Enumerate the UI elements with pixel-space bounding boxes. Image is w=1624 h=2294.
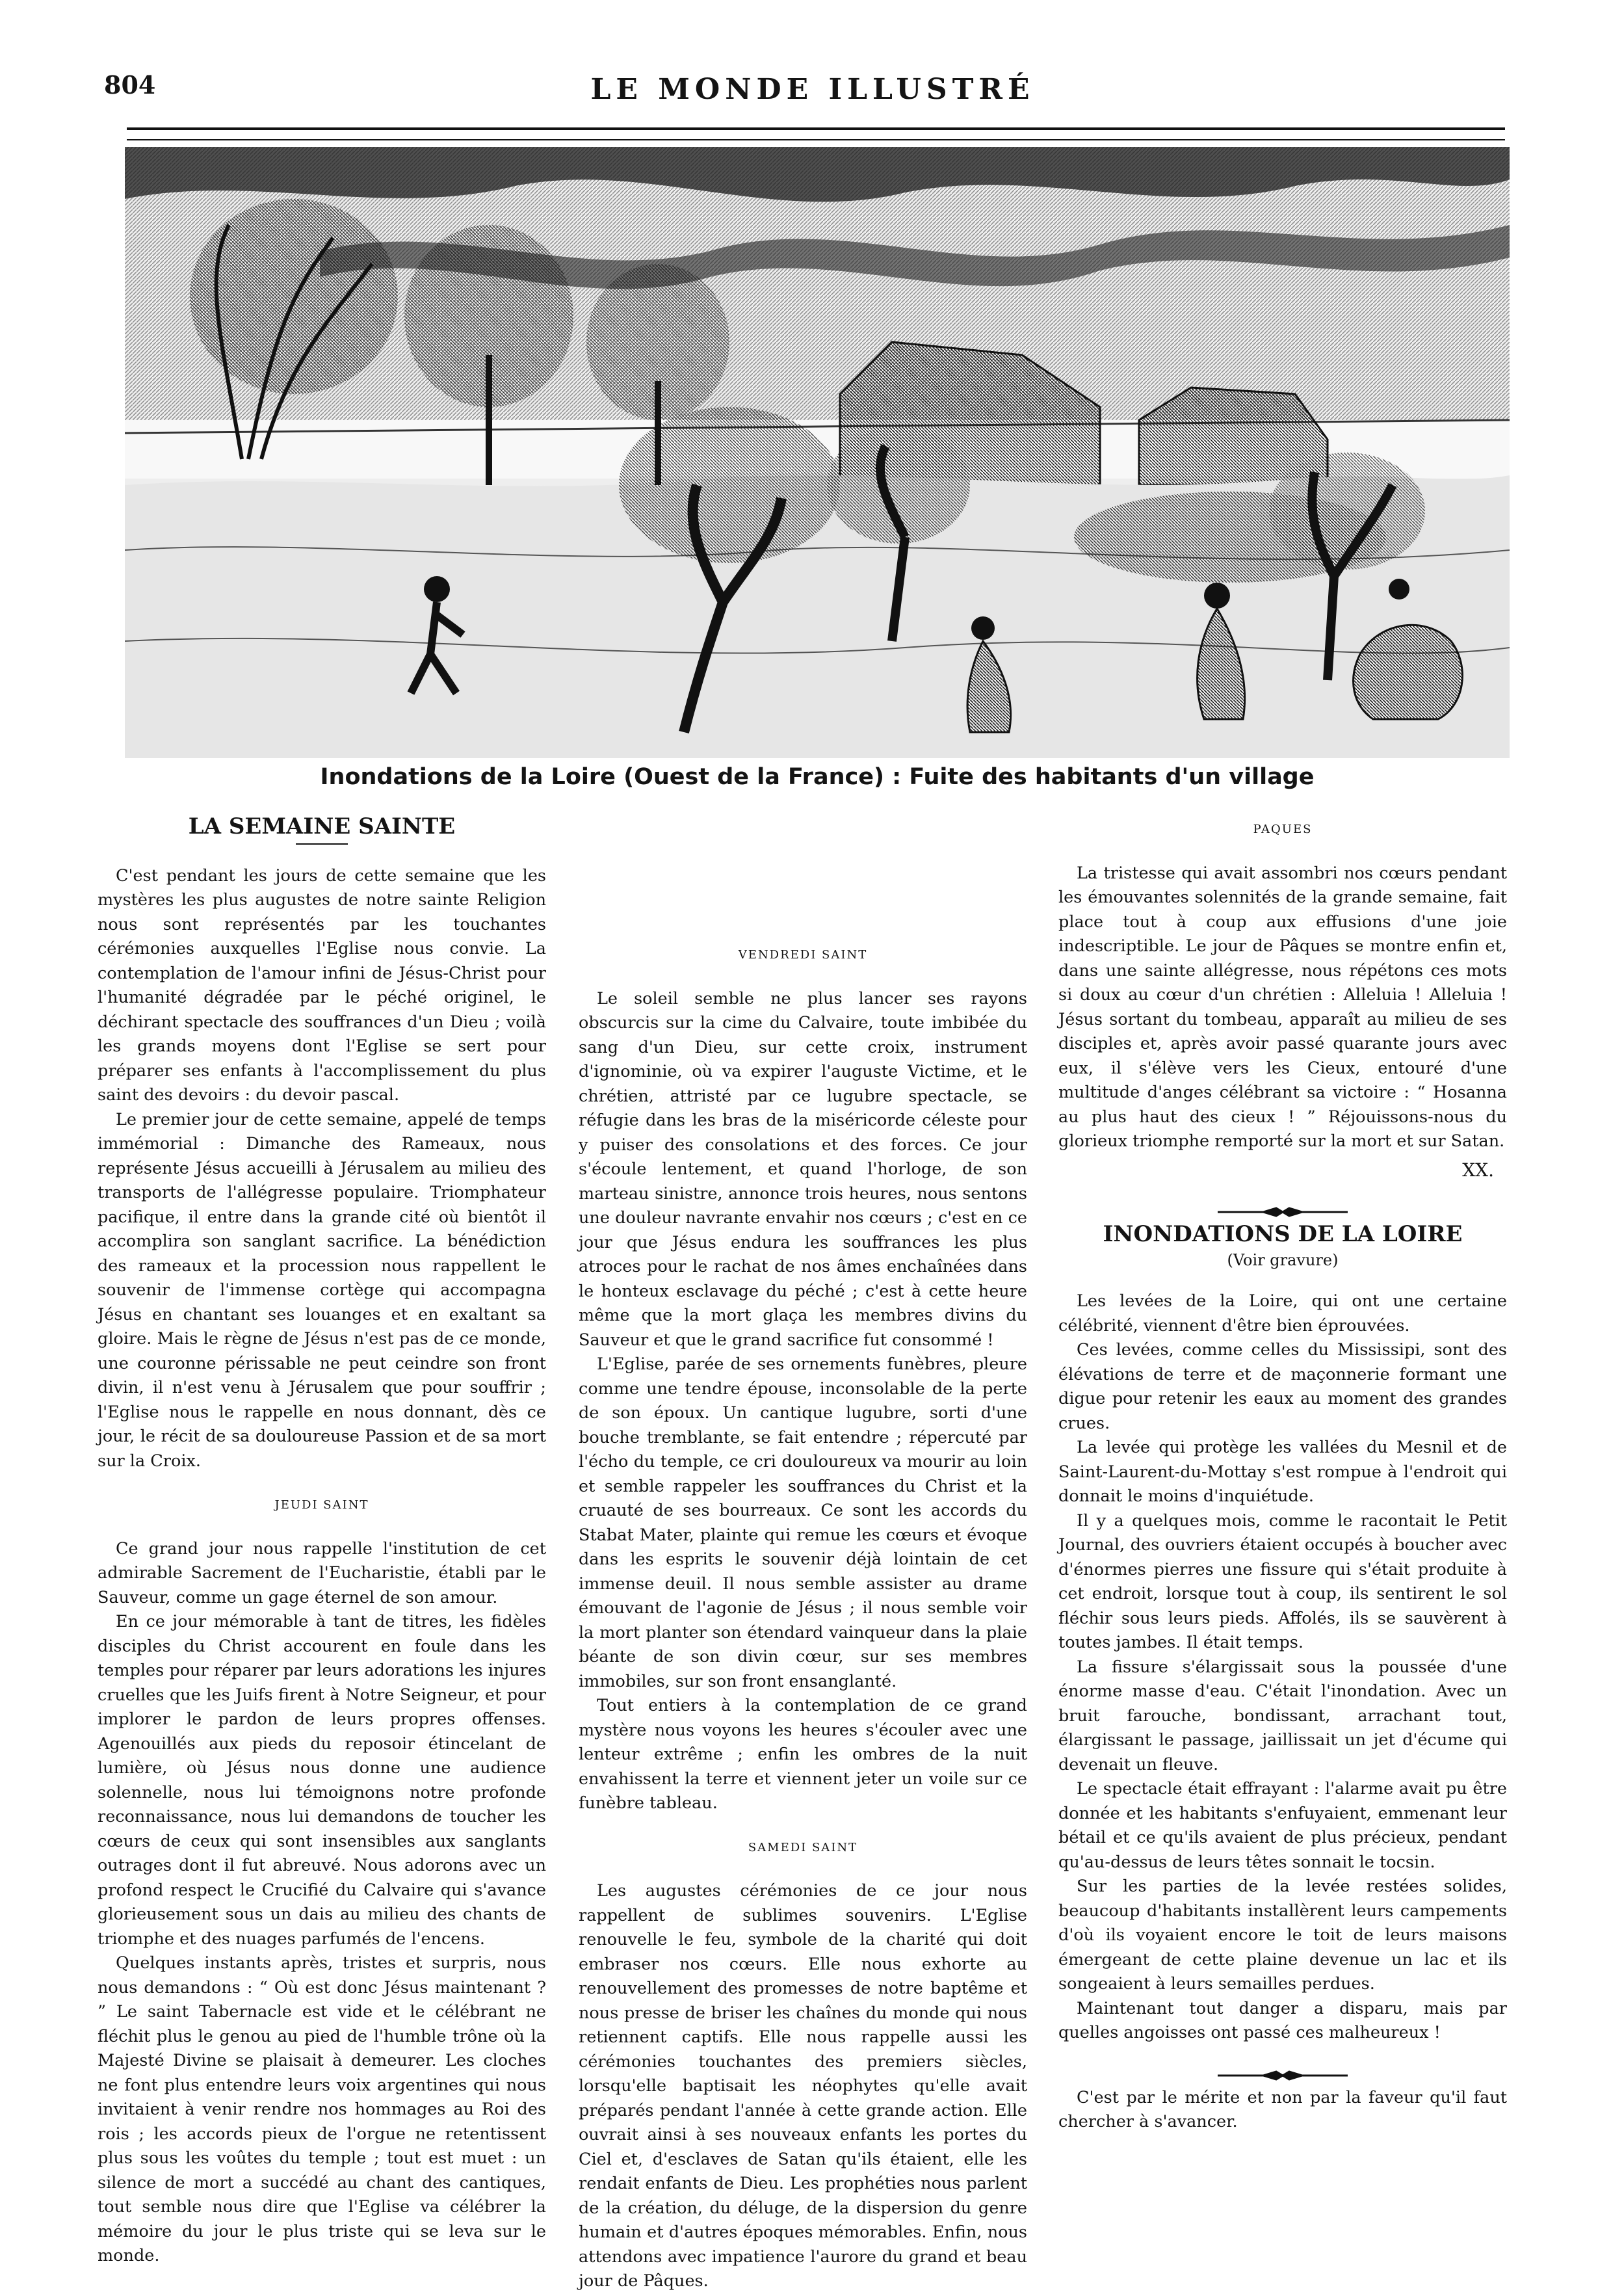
column-2-content	[579, 923, 1027, 2294]
paragraph: En ce jour mémorable à tant de titres, les fidèles disciples du Christ accourent en foule dans les temples pour réparer par leurs adorations les injures cruelles que les Juifs firent à Notre Seigneur, et pour implorer le pardon de leurs propres offenses. Agenouillés aux pieds du reposoir étincelant de lumière, où Jésus nous donne une audience solennelle, nous lui témoignons notre profonde reconnaissance, nous lui demandons de toucher les cœurs de ceux qui sont insensibles aux sanglants outrages dont il fut abreuvé. Nous adorons avec un profond respect le Crucifié du Calvaire qui s'avance glorieusement sous un dais au milieu des chants de triomphe et des nuages parfumés de l'encens.	[98, 1612, 546, 1949]
paragraph: Sur les parties de la levée restées solides, beaucoup d'habitants installèrent leurs campements d'où ils voyaient encore le toit de leurs maisons émergeant de cette plaine devenue un lac et ils songeaient à leurs semailles perdues.	[1058, 1877, 1507, 1994]
ornament-divider	[1058, 2064, 1507, 2074]
engraving-scene	[125, 147, 1510, 758]
column-1	[98, 810, 546, 2269]
paragraph: Le spectacle était effrayant : l'alarme avait pu être donnée et les habitants s'enfuyaient, emmenant leur bétail et ce qu'ils avaient de plus précieux, pendant qu'au-dessus de leurs têtes sonnait le tocsin.	[1058, 1779, 1507, 1872]
paragraph: Les levées de la Loire, qui ont une certaine célébrité, viennent d'être bien éprouvées.	[1058, 1291, 1507, 1336]
title-rule	[296, 843, 348, 845]
flood-engraving	[125, 147, 1510, 758]
paragraph: Le premier jour de cette semaine, appelé de temps immémorial : Dimanche des Rameaux, nous représente Jésus accueilli à Jérusalem au milieu des transports de l'allégresse populaire. Triomphateur pacifique, il entre dans la grande cité où bientôt il accomplira son sanglant sacrifice. La bénédiction des rameaux et la procession nous rappellent le souvenir de l'immense cortège qui accompagna Jésus en chantant ses louanges et en exaltant sa gloire. Mais le règne de Jésus n'est pas de ce monde, une couronne périssable ne peut ceindre son front divin, il n'est venu à Jérusalem que pour souffrir ; l'Eglise nous le rappelle en nous donnant, dès ce jour, le récit de sa douloureuse Passion et de sa mort sur la Croix.	[98, 1109, 546, 1471]
signature: XX.	[1462, 1159, 1494, 1181]
paragraph: Tout entiers à la contemplation de ce grand mystère nous voyons les heures s'écouler avec une lenteur extrême ; enfin les ombres de la nuit envahissent la terre et viennent jeter un voile sur ce funèbre tableau.	[579, 1696, 1027, 1813]
paragraph: La levée qui protège les vallées du Mesnil et de Saint-Laurent-du-Mottay s'est rompue à l'endroit qui donnait le moins d'inquiétude.	[1058, 1438, 1507, 1506]
page-header	[104, 70, 1521, 109]
paragraph: L'Eglise, parée de ses ornements funèbres, pleure comme une tendre épouse, inconsolable de la perte de son époux. Un cantique lugubre, sorti d'une bouche tremblante, se fait entendre ; répercuté par l'écho du temple, ce cri douloureux va mourir au loin et semble rappeler les souffrances du Christ et la cruauté de ses bourreaux. Ce sont les accords du Stabat Mater, plainte qui remue les cœurs et évoque dans les esprits le souvenir déjà lointain de cet immense deuil. Il nous semble assister au drame émouvant de l'agonie de Jésus ; il nous semble voir la mort planter son étendard vainqueur dans la plaie béante de son divin cœur, sur ses membres immobiles, sur son front ensanglanté.	[579, 1354, 1027, 1691]
subhead-samedi-saint: SAMEDI SAINT	[748, 1840, 858, 1854]
paragraph: La tristesse qui avait assombri nos cœurs pendant les émouvantes solennités de la grande semaine, fait place tout à coup aux effusions d'une joie indescriptible. Le jour de Pâques se montre enfin et, dans une sainte allégresse, nous répétons ces mots si doux au cœur d'un chrétien : Alleluia ! Alleluia ! Jésus sortant du tombeau, apparaît au milieu de ses disciples et, après avoir passé quarante jours avec eux, il s'élève vers les Cieux, entouré d'une multitude d'anges célébrant sa victoire : “ Hosanna au plus haut des cieux ! ” Réjouissons-nous du glorieux triomphe remporté sur la mort et sur Satan.	[1058, 863, 1507, 1151]
paragraph: Quelques instants après, tristes et surpris, nous nous demandons : “ Où est donc Jésus maintenant ? ” Le saint Tabernacle est vide et le célébrant ne fléchit plus le genou au pied de l'humble trône où la Majesté Divine se plaisait à demeurer. Les cloches ne font plus entendre leurs voix argentines qui nous invitaient à venir rendre nos hommages au Roi des rois ; les accords pieux de l'orgue ne retentissent plus sous les voûtes du temple ; tout est muet : un silence de mort a succédé au chant des cantiques, tout semble nous dire que l'Eglise va célébrer la mémoire du jour le plus triste qui se leva sur le monde.	[98, 1953, 546, 2265]
paragraph: C'est pendant les jours de cette semaine que les mystères les plus augustes de notre sainte Religion nous sont représentés par les touchantes cérémonies auxquelles l'Eglise nous convie. La contemplation de l'amour infini de Jésus-Christ pour l'humanité dégradée par le péché originel, le déchirant spectacle des souffrances d'un Dieu ; voilà les grands moyens dont l'Eglise se sert pour préparer ses enfants à l'accomplissement du plus saint des devoirs : du devoir pascal.	[98, 865, 546, 1105]
header-rule	[127, 127, 1505, 140]
paragraph: Ce grand jour nous rappelle l'institution de cet admirable Sacrement de l'Eucharistie, établi par le Sauveur, comme un gage éternel de son amour.	[98, 1538, 546, 1607]
subhead-paques: PAQUES	[1253, 823, 1313, 836]
paragraph: Le soleil semble ne plus lancer ses rayons obscurcis sur la cime du Calvaire, toute imbibée du sang d'un Dieu, sur cette croix, instrument d'ignominie, où va expirer l'auguste Victime, et le chrétien, attristé par ce lugubre spectacle, se réfugie dans les bras de la miséricorde céleste pour y puiser des consolations et des forces. Ce jour s'écoule lentement, et quand l'horloge, de son marteau sinistre, annonce trois heures, nous sentons une douleur navrante envahir nos cœurs ; c'est en ce jour que Jésus endura les souffrances les plus atroces pour le rachat de nos âmes enchaînées dans le honteux esclavage du péché ; c'est à cette heure même que la mort glaça les membres divins du Sauveur et que le grand sacrifice fut consommé !	[579, 988, 1027, 1350]
ornament-divider	[1058, 1200, 1507, 1211]
section-subtitle: (Voir gravure)	[1227, 1250, 1339, 1269]
closing-maxim: C'est par le mérite et non par la faveur qu'il faut chercher à s'avancer.	[1058, 2087, 1507, 2131]
paragraph: Maintenant tout danger a disparu, mais par quelles angoisses ont passé ces malheureux !	[1058, 1998, 1507, 2042]
paragraph: La fissure s'élargissait sous la poussée d'une énorme masse d'eau. C'était l'inondation. Avec un bruit farouche, bondissant, arrachant tout, élargissant le passage, jaillissait un jet d'écume qui devenait un fleuve.	[1058, 1657, 1507, 1774]
paragraph: Il y a quelques mois, comme le racontait le Petit Journal, des ouvriers étaient occupés à boucher avec d'énormes pierres une fissure qui s'était produite à cet endroit, lorsque tout à coup, ils sentirent le sol fléchir sous leurs pieds. Affolés, ils se sauvèrent à toutes jambes. Il était temps.	[1058, 1510, 1507, 1652]
journal-title: LE MONDE ILLUSTRÉ	[590, 73, 1035, 106]
page-number: 804	[104, 70, 156, 99]
paragraph: Ces levées, comme celles du Mississipi, sont des élévations de terre et de maçonnerie formant une digue pour retenir les eaux au moment des grandes crues.	[1058, 1340, 1507, 1433]
illustration-caption: Inondations de la Loire (Ouest de la France) : Fuite des habitants d'un village	[320, 764, 1315, 790]
subhead-jeudi-saint: JEUDI SAINT	[274, 1498, 369, 1512]
section-title-inondations: INONDATIONS DE LA LOIRE	[1103, 1221, 1463, 1247]
section-title-semaine-sainte: LA SEMAINE SAINTE	[188, 813, 456, 839]
column-3	[1058, 810, 1507, 2135]
subhead-vendredi-saint: VENDREDI SAINT	[738, 948, 868, 962]
paragraph: Les augustes cérémonies de ce jour nous rappellent de sublimes souvenirs. L'Eglise renouvelle le feu, symbole de la charité qui doit embraser nos cœurs. Elle nous exhorte au renouvellement des promesses de notre baptême et nous presse de briser les chaînes du monde qui nous retiennent captifs. Elle nous rappelle aussi les cérémonies touchantes des premiers siècles, lorsqu'elle baptisait les néophytes qu'elle avait préparés pendant l'année à cette grande action. Elle ouvrait ainsi à ses nouveaux enfants les portes du Ciel et, d'esclaves de Satan qu'ils étaient, elle les rendait enfants de Dieu. Les prophéties nous parlent de la création, du déluge, de la dispersion du genre humain et d'autres époques mémorables. Enfin, nous attendons avec impatience l'aurore du grand et beau jour de Pâques.	[579, 1881, 1027, 2291]
